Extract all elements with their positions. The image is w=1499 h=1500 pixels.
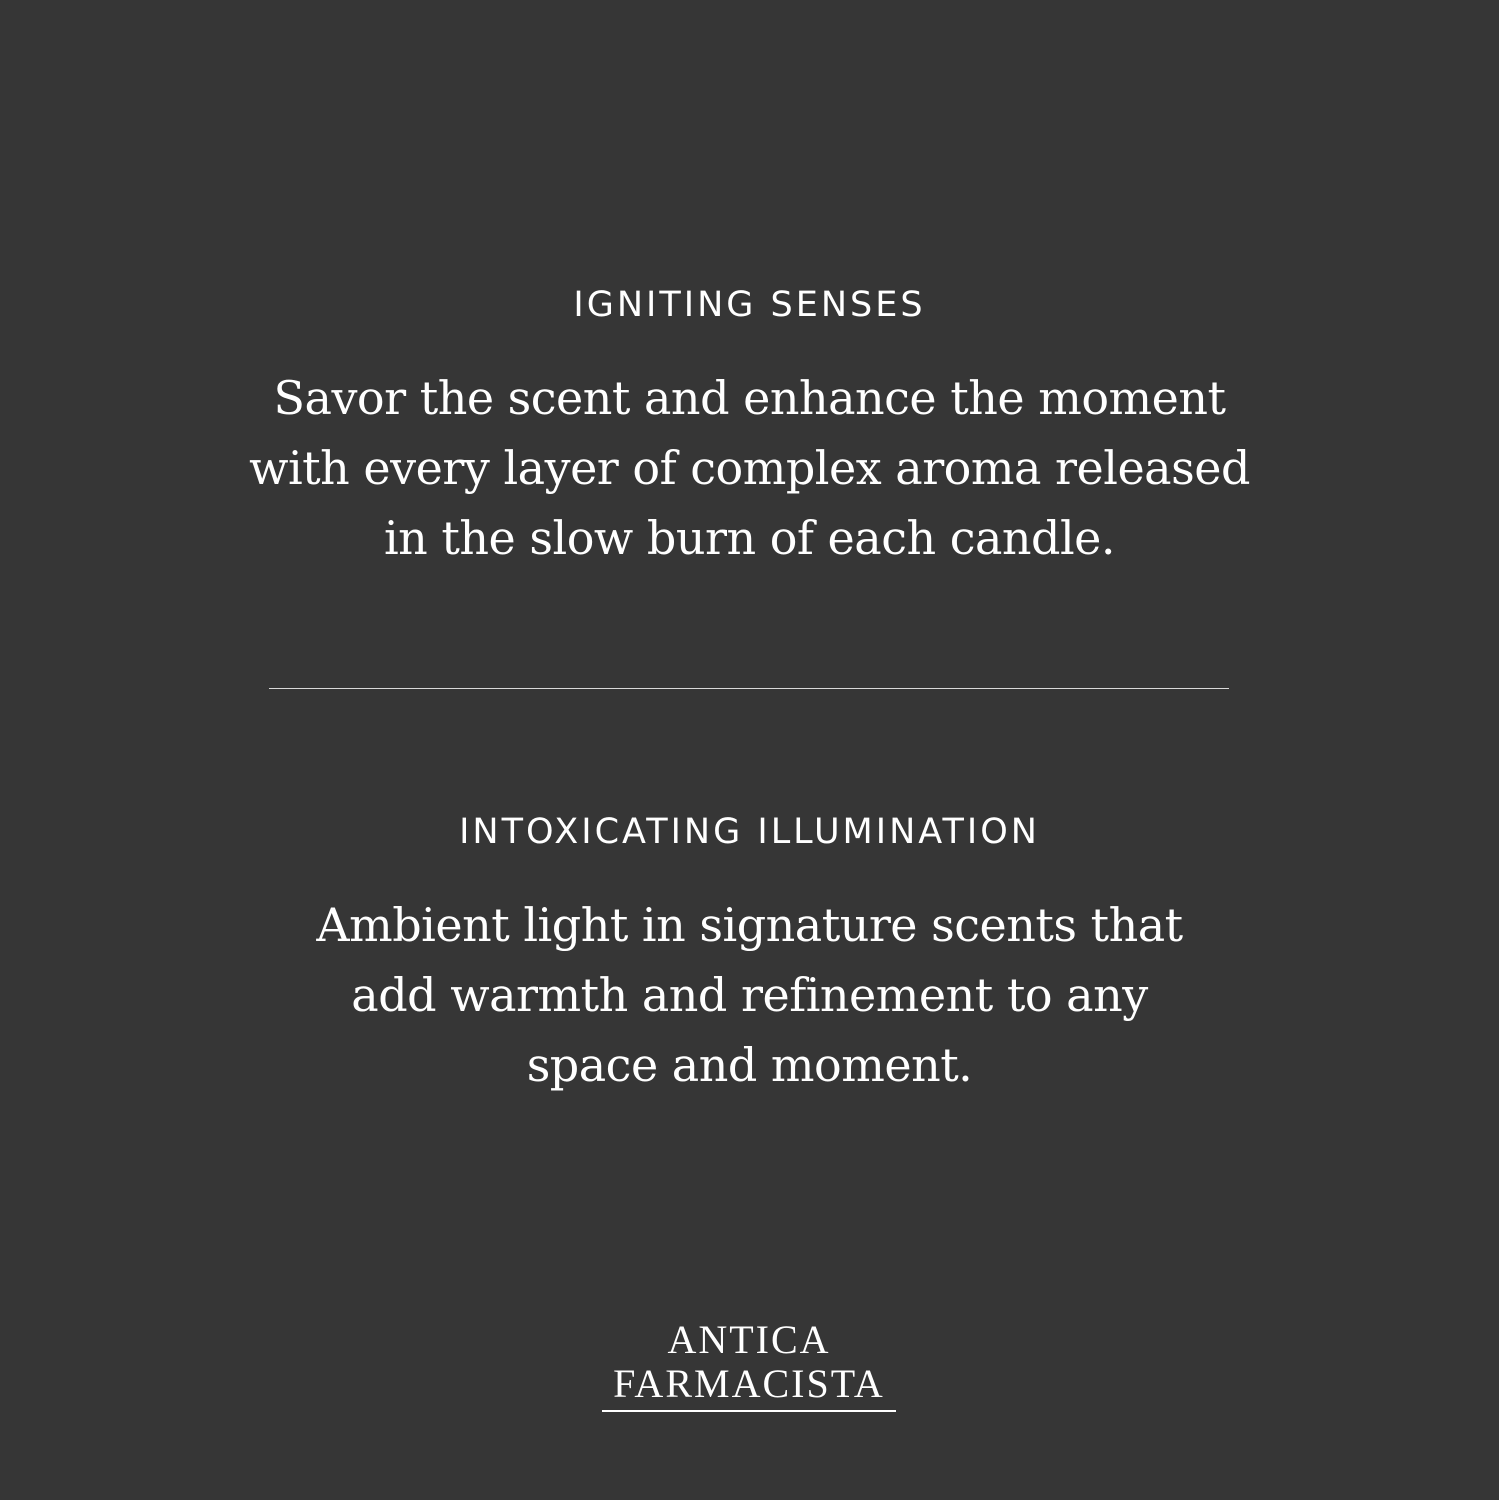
brand-logo xyxy=(600,1318,898,1412)
body-line: space and moment. xyxy=(526,1038,973,1092)
body-line: Savor the scent and enhance the moment xyxy=(273,371,1226,425)
logo-underline xyxy=(602,1410,896,1412)
section-heading: IGNITING SENSES xyxy=(573,285,926,325)
logo-line-farmacista: FARMACISTA xyxy=(613,1361,885,1406)
body-line: with every layer of complex aroma released xyxy=(249,441,1250,495)
section-intoxicating-illumination xyxy=(0,812,1499,1100)
section-heading: INTOXICATING ILLUMINATION xyxy=(459,812,1040,852)
section-body xyxy=(0,363,1499,573)
section-body xyxy=(0,890,1499,1100)
body-line: in the slow burn of each candle. xyxy=(383,511,1116,565)
section-divider xyxy=(269,688,1229,689)
logo-line-antica: ANTICA xyxy=(667,1317,831,1362)
body-line: add warmth and refinement to any xyxy=(351,968,1148,1022)
section-igniting-senses xyxy=(0,285,1499,573)
body-line: Ambient light in signature scents that xyxy=(316,898,1183,952)
